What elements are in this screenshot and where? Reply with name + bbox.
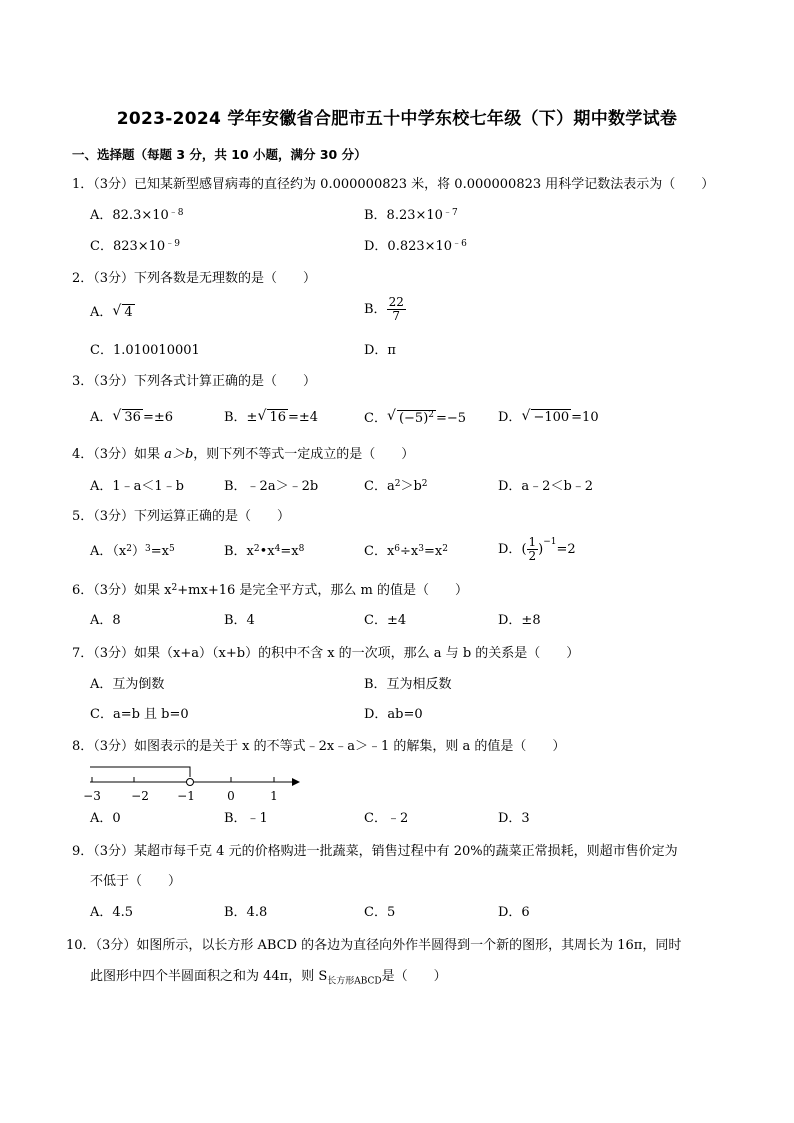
- question-text: （3分）下列运算正确的是（ ）: [93, 509, 291, 524]
- question-number: 7．: [72, 646, 94, 661]
- open-circle-marker: [187, 779, 194, 786]
- option-a: A．8: [90, 613, 121, 628]
- question-8: [72, 738, 565, 756]
- option-a: A． √ 4: [90, 303, 133, 320]
- option-b: B．± √ 16 =±4: [224, 408, 319, 425]
- question-4: 4．（3分）如果 a＞b，则下列不等式一定成立的是（ ）: [72, 447, 415, 462]
- option-a: A． √ 36 =±6: [90, 408, 173, 425]
- option-c: C．a=b 且 b=0: [90, 707, 189, 722]
- solution-bracket: [90, 767, 190, 777]
- question-text: （3分）下列各式计算正确的是（ ）: [93, 374, 317, 389]
- option-c: C．±4: [364, 613, 407, 628]
- question-text: （3分）如果（x+a）（x+b）的积中不含 x 的一次项，那么 a 与 b 的关系是（ ）: [93, 646, 580, 661]
- option-c: C． √ $(-5)^2 =-5$: [364, 408, 467, 426]
- option-d: D．3: [498, 811, 530, 826]
- option-a: A．互为倒数: [90, 677, 165, 692]
- tick-label: 0: [227, 789, 235, 803]
- option-a: A．$(x^2)^3=x^5$: [90, 544, 175, 559]
- question-text: （3分）如图表示的是关于 x 的不等式﹣2x﹣a＞﹣1 的解集，则 a 的值是（ ）: [93, 739, 566, 754]
- option-d: D．±8: [498, 613, 541, 628]
- option-d: D．π: [364, 343, 396, 358]
- question-number: 10．: [66, 938, 96, 953]
- question-number: 2．: [72, 271, 94, 286]
- page-title: 2023-2024 学年安徽省合肥市五十中学东校七年级（下）期中数学试卷: [116, 109, 678, 129]
- question-6: 6．（3分）如果 $x^2+mx+16$ 是完全平方式，那么 m 的值是（ ）: [72, 583, 468, 598]
- option-c: C．5: [364, 905, 396, 920]
- option-c: C．$x^6\div x^3=x^2$: [364, 544, 448, 559]
- question-1: [72, 176, 714, 194]
- option-b: B．﹣2a＞﹣2b: [224, 479, 319, 494]
- question-number: 3．: [72, 374, 94, 389]
- option-c: C．﹣2: [364, 811, 409, 826]
- tick-label: −2: [131, 789, 149, 803]
- question-number: 4．: [72, 447, 94, 462]
- option-a: A．4.5: [90, 905, 134, 920]
- question-text: （3分）如图所示，以长方形 ABCD 的各边为直径向外作半圆得到一个新的图形，其周长为 16π，同时: [95, 938, 682, 953]
- option-c: C．$a^2>b^2$: [364, 479, 428, 494]
- option-b: B．互为相反数: [364, 677, 452, 692]
- section-heading: 一、选择题（每题 3 分，共 10 小题，满分 30 分）: [72, 147, 367, 162]
- question-7: [72, 645, 579, 663]
- question-9: [72, 843, 678, 861]
- option-b: B． $\frac{22}{7}$: [364, 295, 404, 323]
- option-d: D． √ −100 =10: [498, 408, 599, 425]
- fraction: $\frac{22}{7}$: [388, 295, 404, 323]
- number-line-arrow: [292, 778, 300, 786]
- option-b: B．﹣1: [224, 811, 268, 826]
- tick-label: 1: [270, 789, 278, 803]
- option-b: B．$8.23\times 10^{﹣7}$: [364, 208, 458, 223]
- question-text-continued: 此图形中四个半圆面积之和为 44π，则 $S_{长方形ABCD}$是（ ）: [90, 969, 447, 987]
- option-a: A．$82.3\times 10^{﹣8}$: [90, 208, 184, 223]
- option-a: A．1﹣a＜1﹣b: [90, 479, 185, 494]
- question-2: [72, 270, 316, 288]
- question-number: 6．: [72, 583, 94, 598]
- question-5: [72, 508, 290, 526]
- option-c: C．1.010010001: [90, 343, 200, 358]
- question-number: 8．: [72, 739, 94, 754]
- question-number: 5．: [72, 509, 94, 524]
- tick-label: −1: [177, 789, 195, 803]
- question-3: [72, 373, 316, 391]
- question-number: 1．: [72, 177, 94, 192]
- option-b: B．4.8: [224, 905, 268, 920]
- option-d: D．a﹣2＜b﹣2: [498, 479, 594, 494]
- option-b: B．$x^2•x^4=x^8$: [224, 544, 305, 559]
- sqrt-symbol: √ 4: [112, 303, 133, 320]
- question-text-continued: 不低于（ ）: [90, 874, 182, 889]
- option-d: D．ab=0: [364, 707, 423, 722]
- option-d: D．( $\frac{1}{2}$ )$^{-1}$=2: [498, 535, 576, 563]
- question-text: （3分）下列各数是无理数的是（ ）: [93, 271, 317, 286]
- option-d: D．6: [498, 905, 530, 920]
- question-number: 9．: [72, 844, 94, 859]
- number-line-figure: [83, 764, 308, 804]
- question-text: （3分）某超市每千克 4 元的价格购进一批蔬菜，销售过程中有 20%的蔬菜正常损耗，则超市售价定为: [93, 844, 678, 859]
- option-b: B．4: [224, 613, 255, 628]
- question-text: （3分）已知某新型感冒病毒的直径约为 0.000000823 米，将 0.000000823 用科学记数法表示为（ ）: [93, 177, 715, 192]
- tick-label: −3: [83, 789, 101, 803]
- option-a: A．0: [90, 811, 121, 826]
- question-10: [66, 937, 681, 955]
- option-d: D．$0.823\times 10^{﹣6}$: [364, 239, 467, 254]
- option-c: C．$823\times 10^{﹣9}$: [90, 239, 180, 254]
